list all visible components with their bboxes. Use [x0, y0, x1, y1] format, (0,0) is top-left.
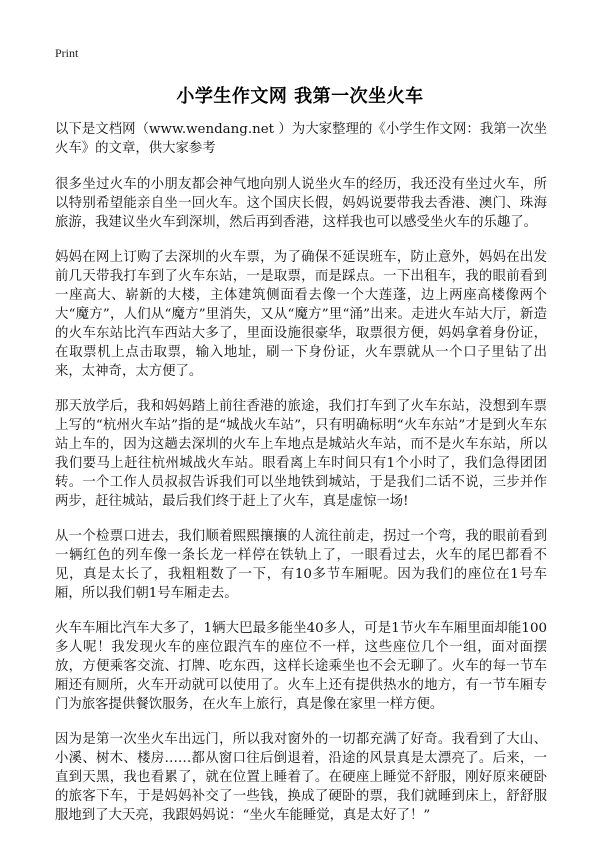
intro-paragraph: 以下是文档网（www.wendang.net ）为大家整理的《小学生作文网：我第一次坐火车》的文章，供大家参考 [55, 122, 547, 156]
page-title: 小学生作文网 我第一次坐火车 [176, 86, 424, 107]
print-link[interactable]: Print [55, 46, 79, 60]
article-paragraph-6: 因为是第一次坐火车出远门，所以我对窗外的一切都充满了好奇。我看到了大山、小溪、树木、楼房……都从窗口往后倒退着，沿途的风景真是太漂亮了。后来，一直到天黑，我也看累了，就在位置上睡着了。在硬座上睡觉不舒服，刚好原来硬卧的旅客下车，于是妈妈补交了一些钱，换成了硬卧的票，我们就睡到床上，舒舒服服地到了大天亮，我跟妈妈说：“坐火车能睡觉，真是太好了！” [55, 732, 547, 823]
article-paragraph-2: 妈妈在网上订购了去深圳的火车票，为了确保不延误班车，防止意外，妈妈在出发前几天带我打车到了火车东站，一是取票，而是踩点。一下出租车，我的眼前看到一座高大、崭新的大楼，主体建筑侧面看去像一个大莲蓬，边上两座高楼像两个大“魔方”，人们从“魔方”里消失，又从“魔方”里“涌”出来。走进火车站大厅，新造的火车东站比汽车西站大多了，里面设施很豪华，取票很方便，妈妈拿着身份证，在取票机上点击取票，输入地址，刷一下身份证，火车票就从一个口子里钻了出来，太神奇，太方便了。 [55, 250, 547, 379]
article-paragraph-5: 火车车厢比汽车大多了，1辆大巴最多能坐40多人，可是1节火车车厢里面却能100多人呢！我发现火车的座位跟汽车的座位不一样，这些座位几个一组，面对面摆放，方便乘客交流、打牌、吃东西，这样长途乘坐也不会无聊了。火车的每一节车厢还有厕所，火车开动就可以使用了。火车上还有提供热水的地方，有一节车厢专门为旅客提供餐饮服务，在火车上旅行，真是像在家里一样方便。 [55, 621, 547, 712]
article-paragraph-3: 那天放学后，我和妈妈踏上前往香港的旅途，我们打车到了火车东站，没想到车票上写的“杭州火车站”指的是“城战火车站”，只有明确标明“火车东站”才是到火车东站上车的，因为这趟去深圳的火车上车地点是城站火车站，而不是火车东站，所以我们要马上赶往杭州城战火车站。眼看离上车时间只有1个小时了，我们急得团团转。一个工作人员叔叔告诉我们可以坐地铁到城站，于是我们二话不说，三步并作两步，赶往城站，最后我们终于赶上了火车，真是虚惊一场! [55, 399, 547, 509]
article-paragraph-4: 从一个检票口进去，我们顺着熙熙攘攘的人流往前走，拐过一个弯，我的眼前看到一辆红色的列车像一条长龙一样停在铁轨上了，一眼看过去，火车的尾巴都看不见，真是太长了，我粗粗数了一下，有10多节车厢呢。因为我们的座位在1号车厢，所以我们朝1号车厢走去。 [55, 529, 547, 601]
article-paragraph-1: 很多坐过火车的小朋友都会神气地向别人说坐火车的经历，我还没有坐过火车，所以特别希望能亲自坐一回火车。这个国庆长假，妈妈说要带我去香港、澳门、珠海旅游，我建议坐火车到深圳，然后再到香港，这样我也可以感受坐火车的乐趣了。 [55, 177, 547, 230]
article-body [55, 120, 547, 841]
